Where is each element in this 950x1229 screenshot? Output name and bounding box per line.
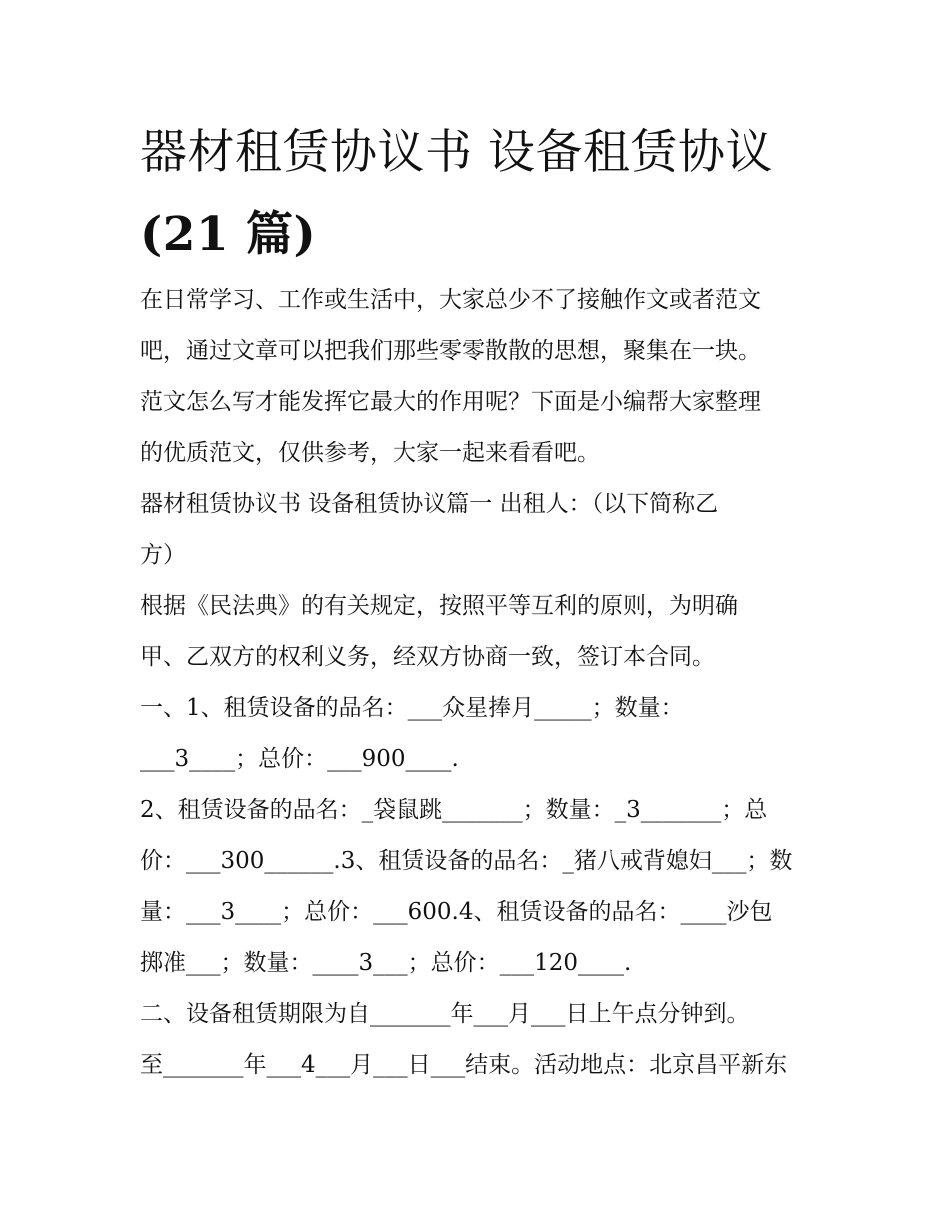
body-line: 一、1、租赁设备的品名：___众星捧月_____；数量： — [140, 695, 684, 721]
title-line: 器材租赁协议书 设备租赁协议 — [140, 125, 773, 180]
body-line: 至_______年___4___月___日___结束。活动地点：北京昌平新东 — [140, 1052, 788, 1078]
body-line: 甲、乙双方的权利义务，经双方协商一致，签订本合同。 — [140, 644, 715, 670]
body-line: 2、租赁设备的品名：_袋鼠跳_______；数量：_3_______；总 — [140, 797, 768, 823]
body-line: 量：___3____；总价：___600.4、租赁设备的品名：____沙包 — [140, 899, 773, 925]
body-line: 二、设备租赁期限为自_______年___月___日上午点分钟到。 — [140, 1001, 750, 1027]
body-line: 的优质范文，仅供参考，大家一起来看看吧。 — [140, 440, 600, 466]
body-line: 器材租赁协议书 设备租赁协议篇一 出租人：（以下简称乙 — [140, 491, 719, 517]
body-line: 在日常学习、工作或生活中，大家总少不了接触作文或者范文 — [140, 287, 761, 313]
body-line: 掷准___；数量：____3___；总价：___120____. — [140, 950, 632, 976]
document-body — [140, 280, 830, 1096]
body-line: 根据《民法典》的有关规定，按照平等互利的原则，为明确 — [140, 593, 738, 619]
body-line: 范文怎么写才能发挥它最大的作用呢？下面是小编帮大家整理 — [140, 389, 761, 415]
body-line: 吧，通过文章可以把我们那些零零散散的思想，聚集在一块。 — [140, 338, 761, 364]
body-line: 方） — [140, 542, 186, 568]
body-line: ___3____；总价：___900____. — [140, 746, 459, 772]
document-title — [140, 112, 830, 276]
body-line: 价：___300______.3、租赁设备的品名：_猪八戒背媳妇___；数 — [140, 848, 793, 874]
title-line: (21 篇) — [140, 207, 317, 262]
